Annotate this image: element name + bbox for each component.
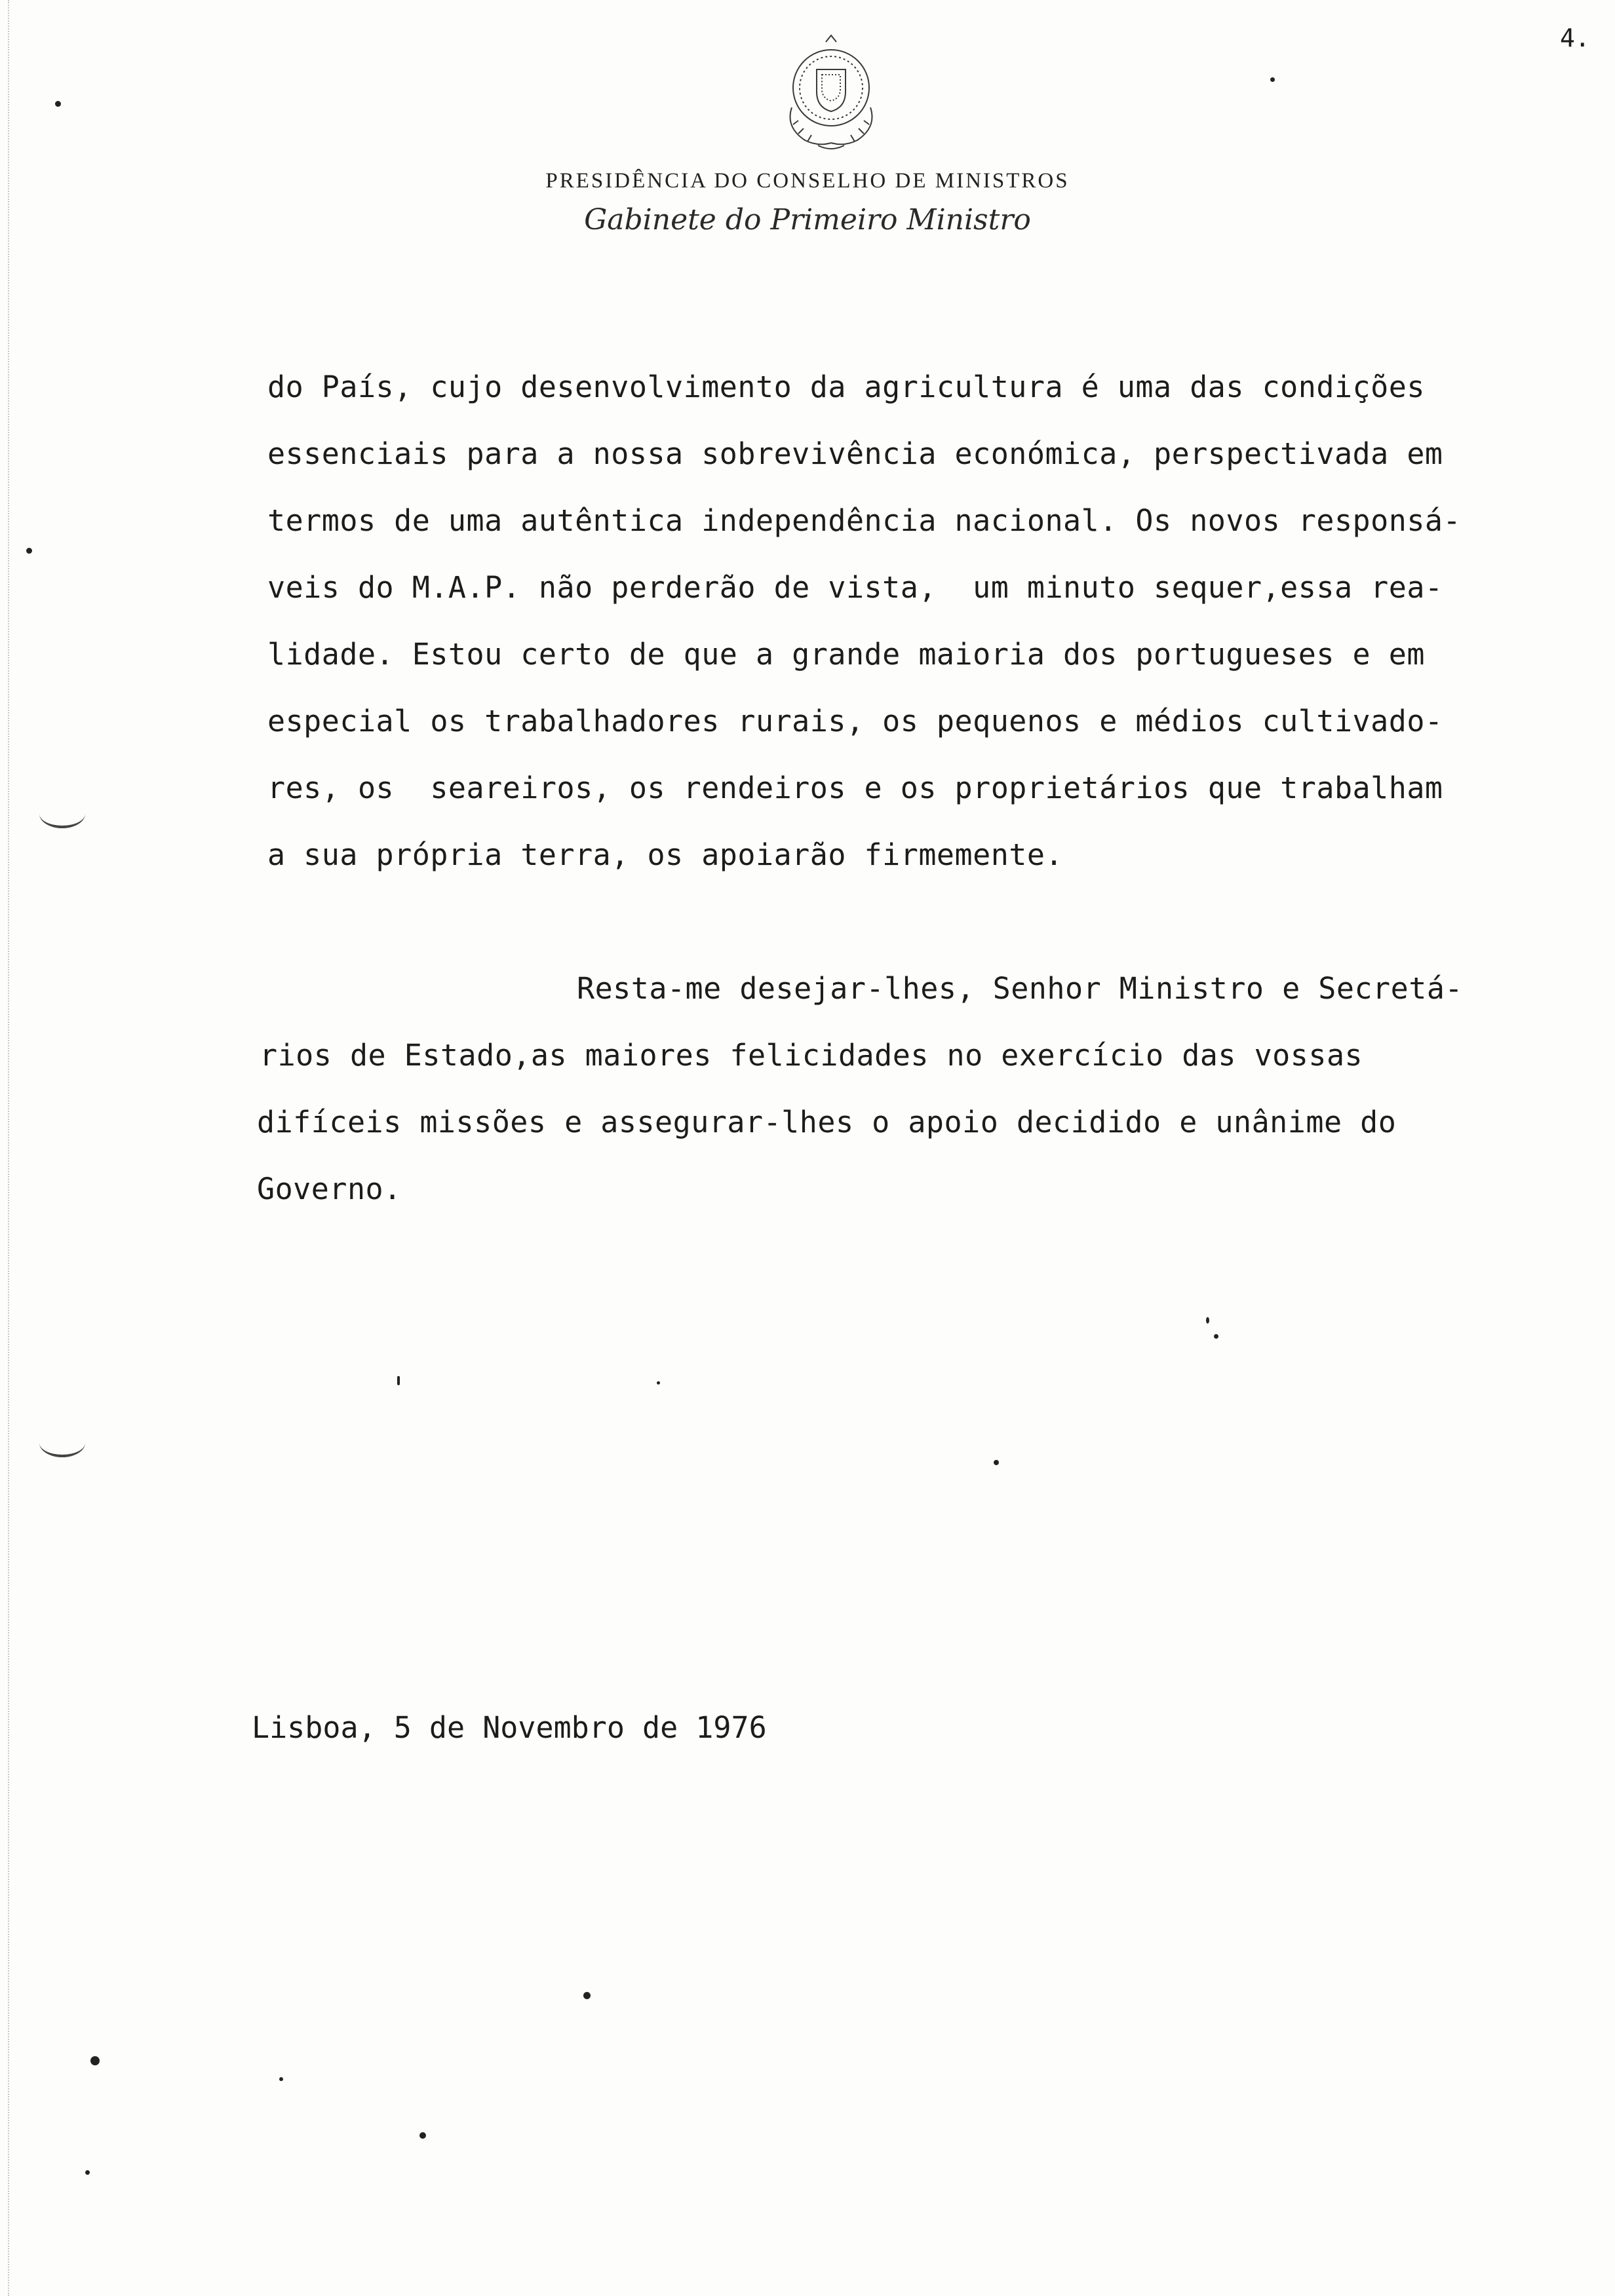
scan-speck xyxy=(90,2056,100,2065)
text-line: Governo. xyxy=(257,1172,402,1206)
text-line: termos de uma autêntica independência nacional. Os novos responsá- xyxy=(267,503,1462,538)
scan-speck xyxy=(419,2132,426,2139)
page-number: 4. xyxy=(1560,24,1590,52)
header-subtitle: Gabinete do Primeiro Ministro xyxy=(584,203,1031,237)
scan-speck xyxy=(1206,1317,1209,1324)
header-title: PRESIDÊNCIA DO CONSELHO DE MINISTROS xyxy=(545,169,1070,193)
scan-speck xyxy=(1214,1334,1218,1339)
scan-speck xyxy=(279,2077,283,2081)
text-line: Resta-me desejar-lhes, Senhor Ministro e Secretá- xyxy=(577,971,1464,1006)
text-line: essenciais para a nossa sobrevivência económica, perspectivada em xyxy=(267,436,1443,471)
hole-punch-mark xyxy=(39,799,85,828)
date-line: Lisboa, 5 de Novembro de 1976 xyxy=(252,1710,767,1745)
scan-speck xyxy=(397,1376,400,1385)
text-line: res, os seareiros, os rendeiros e os proprietários que trabalham xyxy=(267,771,1443,805)
text-line: veis do M.A.P. não perderão de vista, um minuto sequer,essa rea- xyxy=(267,570,1443,605)
text-line: rios de Estado,as maiores felicidades no exercício das vossas xyxy=(260,1038,1363,1073)
scan-speck xyxy=(994,1460,999,1465)
scan-speck xyxy=(583,1992,591,1999)
scan-speck xyxy=(1270,77,1275,82)
text-line: a sua própria terra, os apoiarão firmemente. xyxy=(267,837,1064,872)
text-line: lidade. Estou certo de que a grande maioria dos portugueses e em xyxy=(267,637,1425,672)
scan-speck xyxy=(85,2170,90,2175)
scan-speck xyxy=(657,1381,660,1385)
scan-speck xyxy=(26,548,32,554)
text-line: especial os trabalhadores rurais, os pequenos e médios cultivado- xyxy=(267,704,1443,738)
scan-speck xyxy=(55,101,61,107)
coat-of-arms-icon xyxy=(766,29,897,160)
text-line: do País, cujo desenvolvimento da agricultura é uma das condições xyxy=(267,370,1425,404)
binding-edge xyxy=(0,0,9,2296)
text-line: difíceis missões e assegurar-lhes o apoio decidido e unânime do xyxy=(257,1105,1397,1139)
hole-punch-mark xyxy=(39,1428,85,1457)
